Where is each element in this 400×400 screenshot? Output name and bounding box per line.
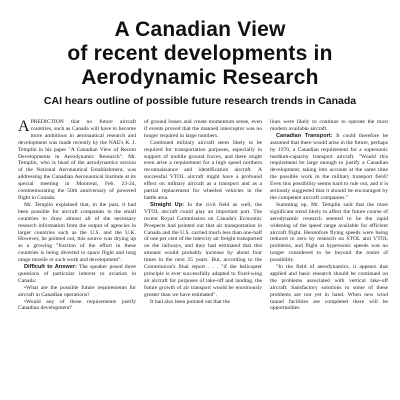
paragraph [270,133,388,202]
paragraph [144,202,262,299]
headline-line-1: A Canadian View [114,18,286,41]
paragraph-text: It could therefore be assumed that there would arise in the future, perhaps by 1970, a Canadian requirement for a supersonic medium-capacity transport aircraft. "Would this requirement be large enough to justify a Canadian development, taking into account at the same time the possible work in the military transport field? Even this possibility seems hard to rule out, and it is seriously suggested that it should be encouraged by the competent aircraft companies." [270,132,388,201]
paragraph: lines were likely to continue to operate the most modern available aircraft. [270,119,388,132]
paragraph: Continued military aircraft seem likely to be required for transportation purposes, especially in support of mobile ground forces, and there might even arise a requirement for a high speed northern reconnaissance and identification aircraft. A successful VTOL aircraft might have a profound effect on military aircraft as a transport and as a partial replacement for wheeled vehicles in the battle area. [144,139,262,201]
paragraph [18,264,136,285]
article-headline [0,18,400,90]
paragraph [18,119,136,202]
paragraph-text: PREDICTION that no future aircraft countries, such as Canada will have to become more ambitious in aeronautical research and development was made recently by the NAE's K. J. Templin in his paper "A Canadian View of Recent Developments in Aerodynamic Research". Mr. Templin, who is head of the aerodynamics section of the National Aeronautical Establishment, was addressing the Canadian Aeronautical Institute at its special meeting in Montreal, Feb. 23-24, commemorating the 50th anniversary of powered flight in Canada. [18,119,136,201]
article-subhead: CAI hears outline of possible future research trends in Canada [43,95,357,107]
headline-line-2: of recent developments in [67,42,333,65]
paragraph-text: The speaker posed three questions of particular interest to aviation in Canada: [18,264,136,284]
run-in-heading: Straight Up: [150,201,185,208]
article-column-2 [144,119,262,400]
bullet-question: •What are the possible future requirements for aircraft in Canadian operations? [18,284,136,298]
paragraph: Mr. Templin explained that, in the past, it had been possible for aircraft companies in the small countries to draw almost all of the necessary research information from the output of agencies in larger countries such as the U.S. and the U.K. However, he pointed out, this source was drying up as a growing "fraction of the effort in these countries is being diverted to space flight and long range missile or such work and development". [18,201,136,264]
paragraph: It had also been pointed out that the [150,298,231,305]
paragraph-text: In the civil field as well, the VTOL aircraft could play an important part. The recent Royal Commission on Canada's Economic Prospects had pointed out that air transportation in Canada and the U.S. carried much less than one-half of one per cent of the intercity air freight transported on the railways, and they had estimated that this amount would probably increase by about four times in the next 25 years. But, according to the Commission's final report . . . "if the helicopter principle is ever successfully adapted to fixed-wing air aircraft for purposes of take-off and landing, the future growth of air transport would be enormously greater than we have estimated". [144,201,262,298]
paragraph: "In the field of aerodynamics, it appears that applied and basic research should be continued on the problems associated with vertical take-off aircraft. Satisfactory solutions to some of these problems are not yet in hand. When new wind tunnel facilities are completed there will be opportunities [270,264,388,312]
article-body [18,119,388,400]
headline-line-3: Aerodynamic Research [81,66,319,89]
article-column-1 [18,119,136,400]
paragraph: of ground losses and create momentum sense, even if events proved that the manned interceptor was no longer required in large numbers. [144,119,262,139]
run-in-heading: Difficult to Answer: [24,264,77,271]
run-in-heading: Canadian Transport: [276,132,333,139]
bullet-question: •Would any of these requirements justify Canadian development? [18,298,136,312]
article-column-3 [270,119,388,400]
paragraph: Summing up, Mr. Templin said that the most significant trend likely to affect the future course of aerodynamic research seemed to be the rapid widening of the speed range available for efficient aircraft flight. Heretofore flying speeds were being reduced to zero by research on STOL and VTOL problems, and flight at hypersonic speeds was no longer considered to be beyond the realm of possibility. [270,201,388,264]
drop-cap: A [18,119,30,135]
